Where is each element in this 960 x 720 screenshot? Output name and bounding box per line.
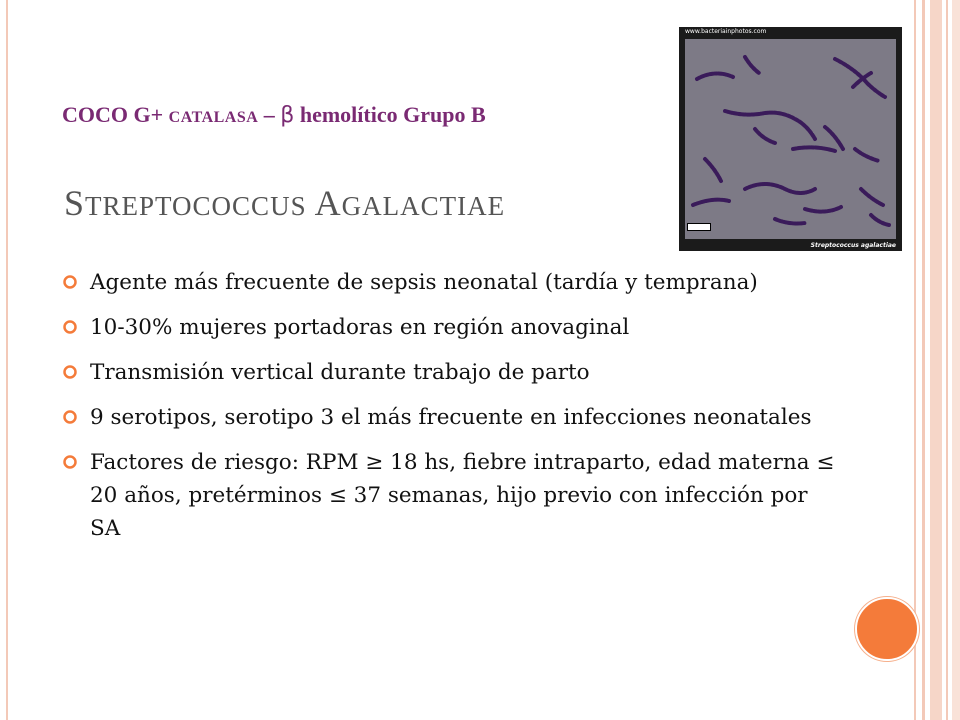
bullet-text: Factores de riesgo: RPM ≥ 18 hs, fiebre intraparto, edad materna ≤ 20 años, pretérminos ≤ 37 semanas, hijo previo con infección por SA	[90, 450, 835, 541]
title-rest: GALACTIAE	[341, 191, 506, 221]
bullet-text: 10-30% mujeres portadoras en región anovaginal	[90, 315, 630, 340]
image-caption-url: www.bacteriainphotos.com	[685, 28, 767, 35]
bullet-text: 9 serotipos, serotipo 3 el más frecuente en infecciones neonatales	[90, 405, 812, 430]
slide-subtitle	[62, 102, 486, 128]
stripe	[952, 0, 960, 720]
subtitle-part: COCO G+	[62, 102, 169, 127]
bullet-ring-icon	[62, 409, 78, 425]
bacteria-chains-icon	[685, 39, 896, 239]
subtitle-part: –	[258, 102, 281, 127]
title-cap: S	[64, 183, 86, 223]
title-rest: TREPTOCOCCUS	[85, 191, 307, 221]
title-cap: A	[306, 183, 342, 223]
micrograph-field	[685, 39, 896, 239]
slide-title	[64, 182, 505, 224]
micrograph-image	[679, 27, 902, 251]
stripe	[930, 0, 942, 720]
bullet-text: Transmisión vertical durante trabajo de parto	[90, 360, 590, 385]
list-item	[60, 356, 840, 389]
subtitle-beta: β	[280, 103, 295, 128]
left-edge-rule	[6, 0, 8, 720]
bullet-text: Agente más frecuente de sepsis neonatal (tardía y temprana)	[90, 270, 758, 295]
stripe	[922, 0, 925, 720]
image-caption-species: Streptococcus agalactiae	[810, 242, 896, 249]
list-item	[60, 446, 840, 545]
decorative-circle	[855, 597, 919, 661]
bullet-ring-icon	[62, 319, 78, 335]
subtitle-part: CATALASA	[168, 109, 259, 126]
stripe	[946, 0, 948, 720]
decorative-stripes	[914, 0, 960, 720]
list-item	[60, 266, 840, 299]
list-item	[60, 311, 840, 344]
scale-bar	[687, 223, 711, 231]
bullet-list	[60, 266, 840, 557]
bullet-ring-icon	[62, 454, 78, 470]
bullet-ring-icon	[62, 364, 78, 380]
subtitle-part: hemolítico Grupo B	[294, 102, 486, 127]
bullet-ring-icon	[62, 274, 78, 290]
list-item	[60, 401, 840, 434]
